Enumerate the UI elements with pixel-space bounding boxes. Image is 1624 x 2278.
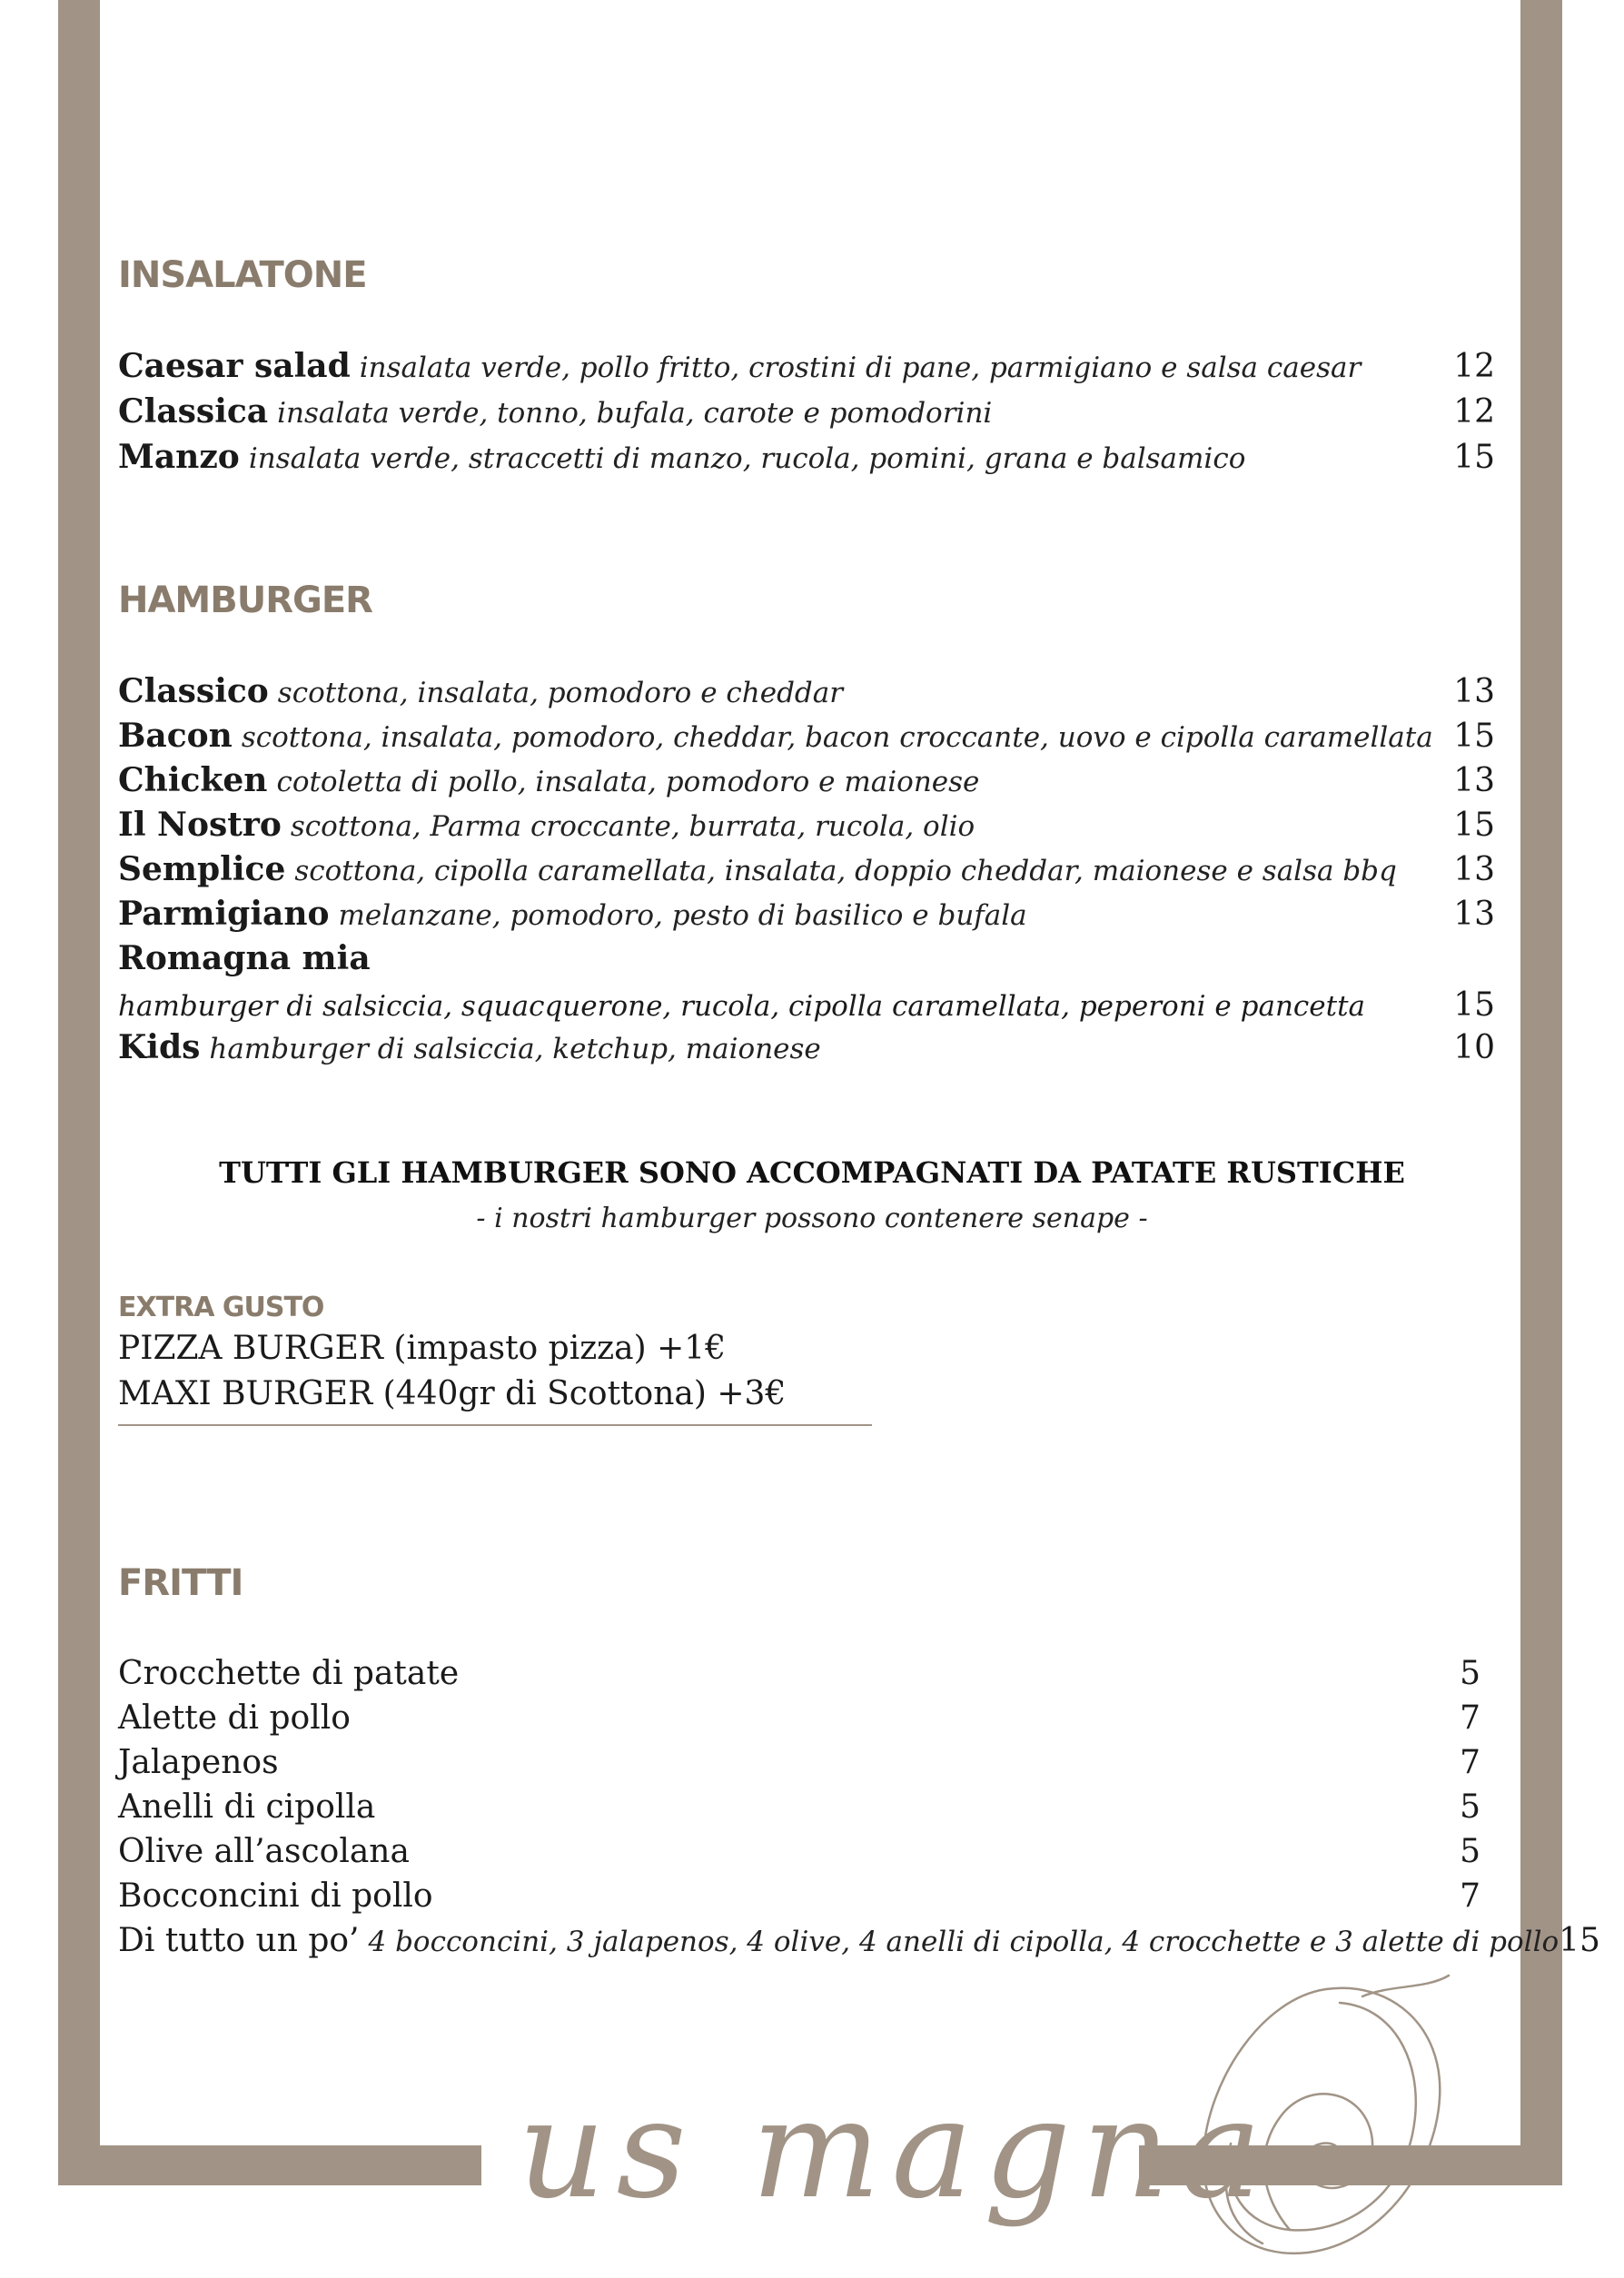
- section-title-hamburger: HAMBURGER: [118, 579, 372, 621]
- menu-item: [118, 1028, 1495, 1074]
- item-description: cotoletta di pollo, insalata, pomodoro e maionese: [276, 766, 980, 798]
- item-description: melanzane, pomodoro, pesto di basilico e bufala: [338, 899, 1027, 932]
- hamburger-notice: TUTTI GLI HAMBURGER SONO ACCOMPAGNATI DA PATATE RUSTICHE: [219, 1155, 1405, 1190]
- hamburger-notice-sub: - i nostri hamburger possono contenere senape -: [476, 1203, 1148, 1234]
- item-description: hamburger di salsiccia, squacquerone, rucola, cipolla caramellata, peperoni e pancetta: [118, 990, 1366, 1023]
- frame-right-bar: [1520, 0, 1562, 2145]
- item-price: 15: [1453, 807, 1495, 844]
- menu-item: [118, 1833, 1480, 1878]
- item-price: 5: [1460, 1833, 1480, 1870]
- item-description: insalata verde, straccetti di manzo, rucola, pomini, grana e balsamico: [248, 442, 1246, 475]
- menu-item: [118, 806, 1495, 851]
- menu-item: [118, 1877, 1480, 1923]
- item-name: Anelli di cipolla: [118, 1788, 376, 1826]
- logo-wordmark: us magna: [518, 2071, 1272, 2229]
- item-name: Kids: [118, 1028, 201, 1066]
- item-price: 15: [1559, 1922, 1600, 1959]
- item-price: 13: [1453, 673, 1495, 710]
- section-title-fritti: FRITTI: [118, 1562, 243, 1604]
- item-price: 12: [1453, 393, 1495, 431]
- menu-item: [118, 1655, 1480, 1700]
- item-name: Manzo: [118, 438, 240, 476]
- menu-item: [118, 895, 1495, 940]
- item-name: Classico: [118, 672, 269, 710]
- frame-bottom-left-bar: [58, 2145, 481, 2185]
- menu-item: [118, 850, 1495, 896]
- item-price: 10: [1453, 1029, 1495, 1066]
- extra-line: PIZZA BURGER (impasto pizza) +1€: [118, 1330, 727, 1367]
- item-description: scottona, Parma croccante, burrata, rucola, olio: [290, 810, 975, 843]
- item-name: Crocchette di patate: [118, 1655, 460, 1692]
- menu-item: [118, 717, 1495, 762]
- item-name: Classica: [118, 392, 269, 431]
- item-name: Bacon: [118, 717, 233, 755]
- item-price: 13: [1453, 851, 1495, 888]
- item-description: insalata verde, tonno, bufala, carote e pomodorini: [277, 397, 993, 430]
- item-price: 15: [1453, 986, 1495, 1024]
- item-description: hamburger di salsiccia, ketchup, maionese: [209, 1033, 821, 1065]
- shell-logo-icon: [1181, 1971, 1453, 2271]
- item-price: 15: [1453, 439, 1495, 476]
- item-name: Chicken: [118, 761, 268, 799]
- item-name: Il Nostro: [118, 806, 282, 844]
- item-name: Semplice: [118, 850, 286, 888]
- item-name: Olive all’ascolana: [118, 1833, 410, 1870]
- extra-divider: [118, 1424, 872, 1426]
- extra-gusto-title: EXTRA GUSTO: [118, 1292, 324, 1323]
- item-price: 13: [1453, 896, 1495, 933]
- menu-item: [118, 1744, 1480, 1789]
- item-price: 7: [1460, 1877, 1480, 1915]
- frame-left-bar: [58, 0, 100, 2145]
- item-price: 5: [1460, 1788, 1480, 1826]
- item-name: Alette di pollo: [118, 1699, 351, 1737]
- extra-line: MAXI BURGER (440gr di Scottona) +3€: [118, 1375, 787, 1412]
- item-price: 12: [1453, 348, 1495, 385]
- item-price: 5: [1460, 1655, 1480, 1692]
- menu-item: [118, 347, 1495, 392]
- menu-item: [118, 1922, 1600, 1967]
- item-name: Parmigiano: [118, 895, 330, 933]
- menu-item: [118, 761, 1495, 807]
- item-price: 7: [1460, 1744, 1480, 1781]
- section-title-insalatone: INSALATONE: [118, 254, 367, 296]
- item-price: 15: [1453, 718, 1495, 755]
- menu-item: [118, 672, 1495, 718]
- menu-item-subline: [118, 986, 1495, 1024]
- item-name: Di tutto un po’: [118, 1922, 360, 1959]
- item-price: 7: [1460, 1699, 1480, 1737]
- item-name: Bocconcini di pollo: [118, 1877, 433, 1915]
- item-description: scottona, insalata, pomodoro e cheddar: [277, 677, 844, 709]
- item-description: scottona, cipolla caramellata, insalata, doppio cheddar, maionese e salsa bbq: [294, 855, 1397, 887]
- item-description: scottona, insalata, pomodoro, cheddar, bacon croccante, uovo e cipolla caramellata: [241, 721, 1433, 754]
- item-price: 13: [1453, 762, 1495, 799]
- menu-item: [118, 392, 1495, 438]
- menu-item: [118, 1699, 1480, 1745]
- item-name: Romagna mia: [118, 939, 371, 977]
- item-name: Jalapenos: [118, 1744, 279, 1781]
- item-description: 4 bocconcini, 3 jalapenos, 4 olive, 4 anelli di cipolla, 4 crocchette e 3 alette di pollo: [368, 1926, 1560, 1958]
- menu-item: [118, 939, 1495, 985]
- menu-item: [118, 438, 1495, 483]
- item-description: insalata verde, pollo fritto, crostini di pane, parmigiano e salsa caesar: [359, 352, 1362, 384]
- item-name: Caesar salad: [118, 347, 351, 385]
- menu-item: [118, 1788, 1480, 1834]
